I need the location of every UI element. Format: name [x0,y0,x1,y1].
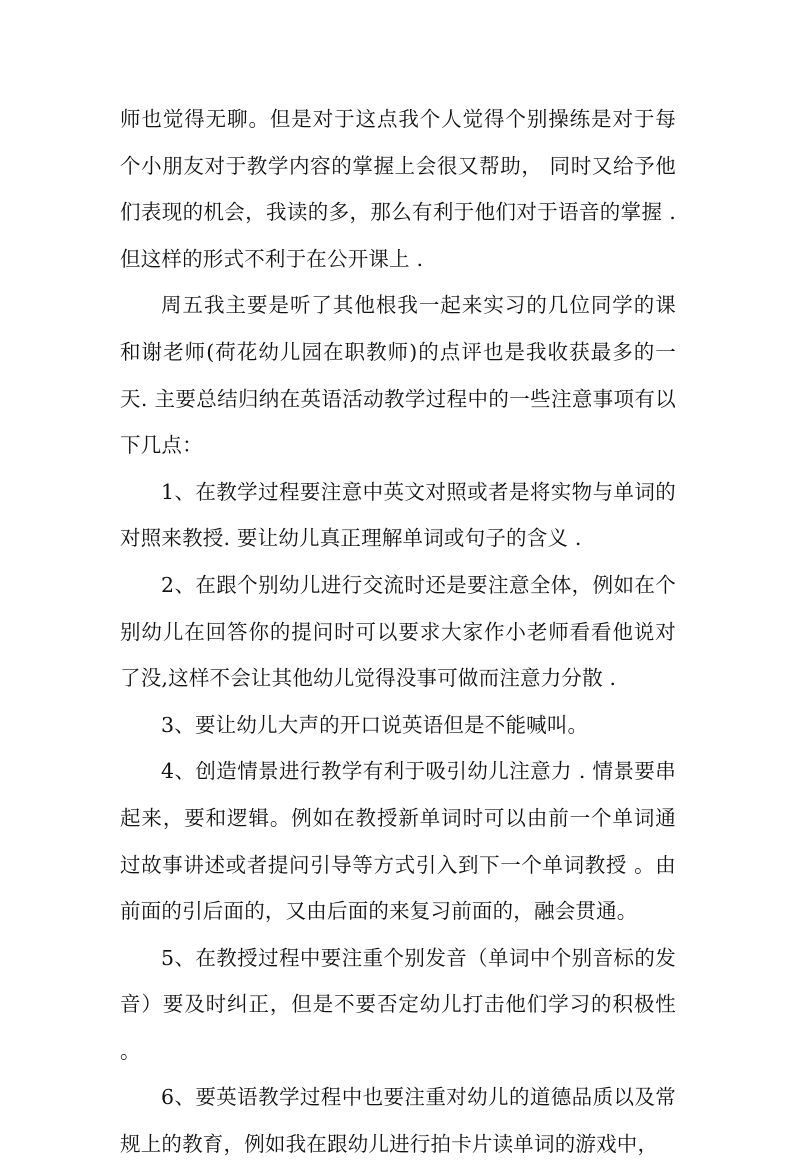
paragraph-friday-summary: 周五我主要是听了其他根我一起来实习的几位同学的课和谢老师(荷花幼儿园在职教师)的点评也是我收获最多的一天. 主要总结归纳在英语活动教学过程中的一些注意事项有以下几点： [120,293,676,458]
list-item-5: 5、在教授过程中要注重个别发音（单词中个别音标的发音）要及时纠正，但是不要否定幼儿打击他们学习的积极性 。 [120,945,676,1063]
list-item-4: 4、创造情景进行教学有利于吸引幼儿注意力 . 情景要串起来，要和逻辑。例如在教授新单词时可以由前一个单词通过故事讲述或者提问引导等方式引入到下一个单词教授 。由前面的引后面的，又由后面的来复习前面的，融会贯通。 [120,759,676,924]
list-item-1: 1、在教学过程要注意中英文对照或者是将实物与单词的对照来教授. 要让幼儿真正理解单词或句子的含义 . [120,479,676,551]
list-item-6: 6、要英语教学过程中也要注重对幼儿的道德品质以及常规上的教育，例如我在跟幼儿进行拍卡片读单词的游戏中， [120,1085,676,1157]
paragraph-continuation: 师也觉得无聊。但是对于这点我个人觉得个别操练是对于每个小朋友对于教学内容的掌握上会很又帮助， 同时又给予他们表现的机会，我读的多，那么有利于他们对于语音的掌握 . 但这样的形式不利于在公开课上 . [120,107,676,271]
list-item-2: 2、在跟个别幼儿进行交流时还是要注意全体，例如在个别幼儿在回答你的提问时可以要求大家作小老师看看他说对了没,这样不会让其他幼儿觉得没事可做而注意力分散 . [120,572,676,691]
list-item-3: 3、要让幼儿大声的开口说英语但是不能喊叫。 [161,712,589,737]
document-body [120,96,676,1168]
